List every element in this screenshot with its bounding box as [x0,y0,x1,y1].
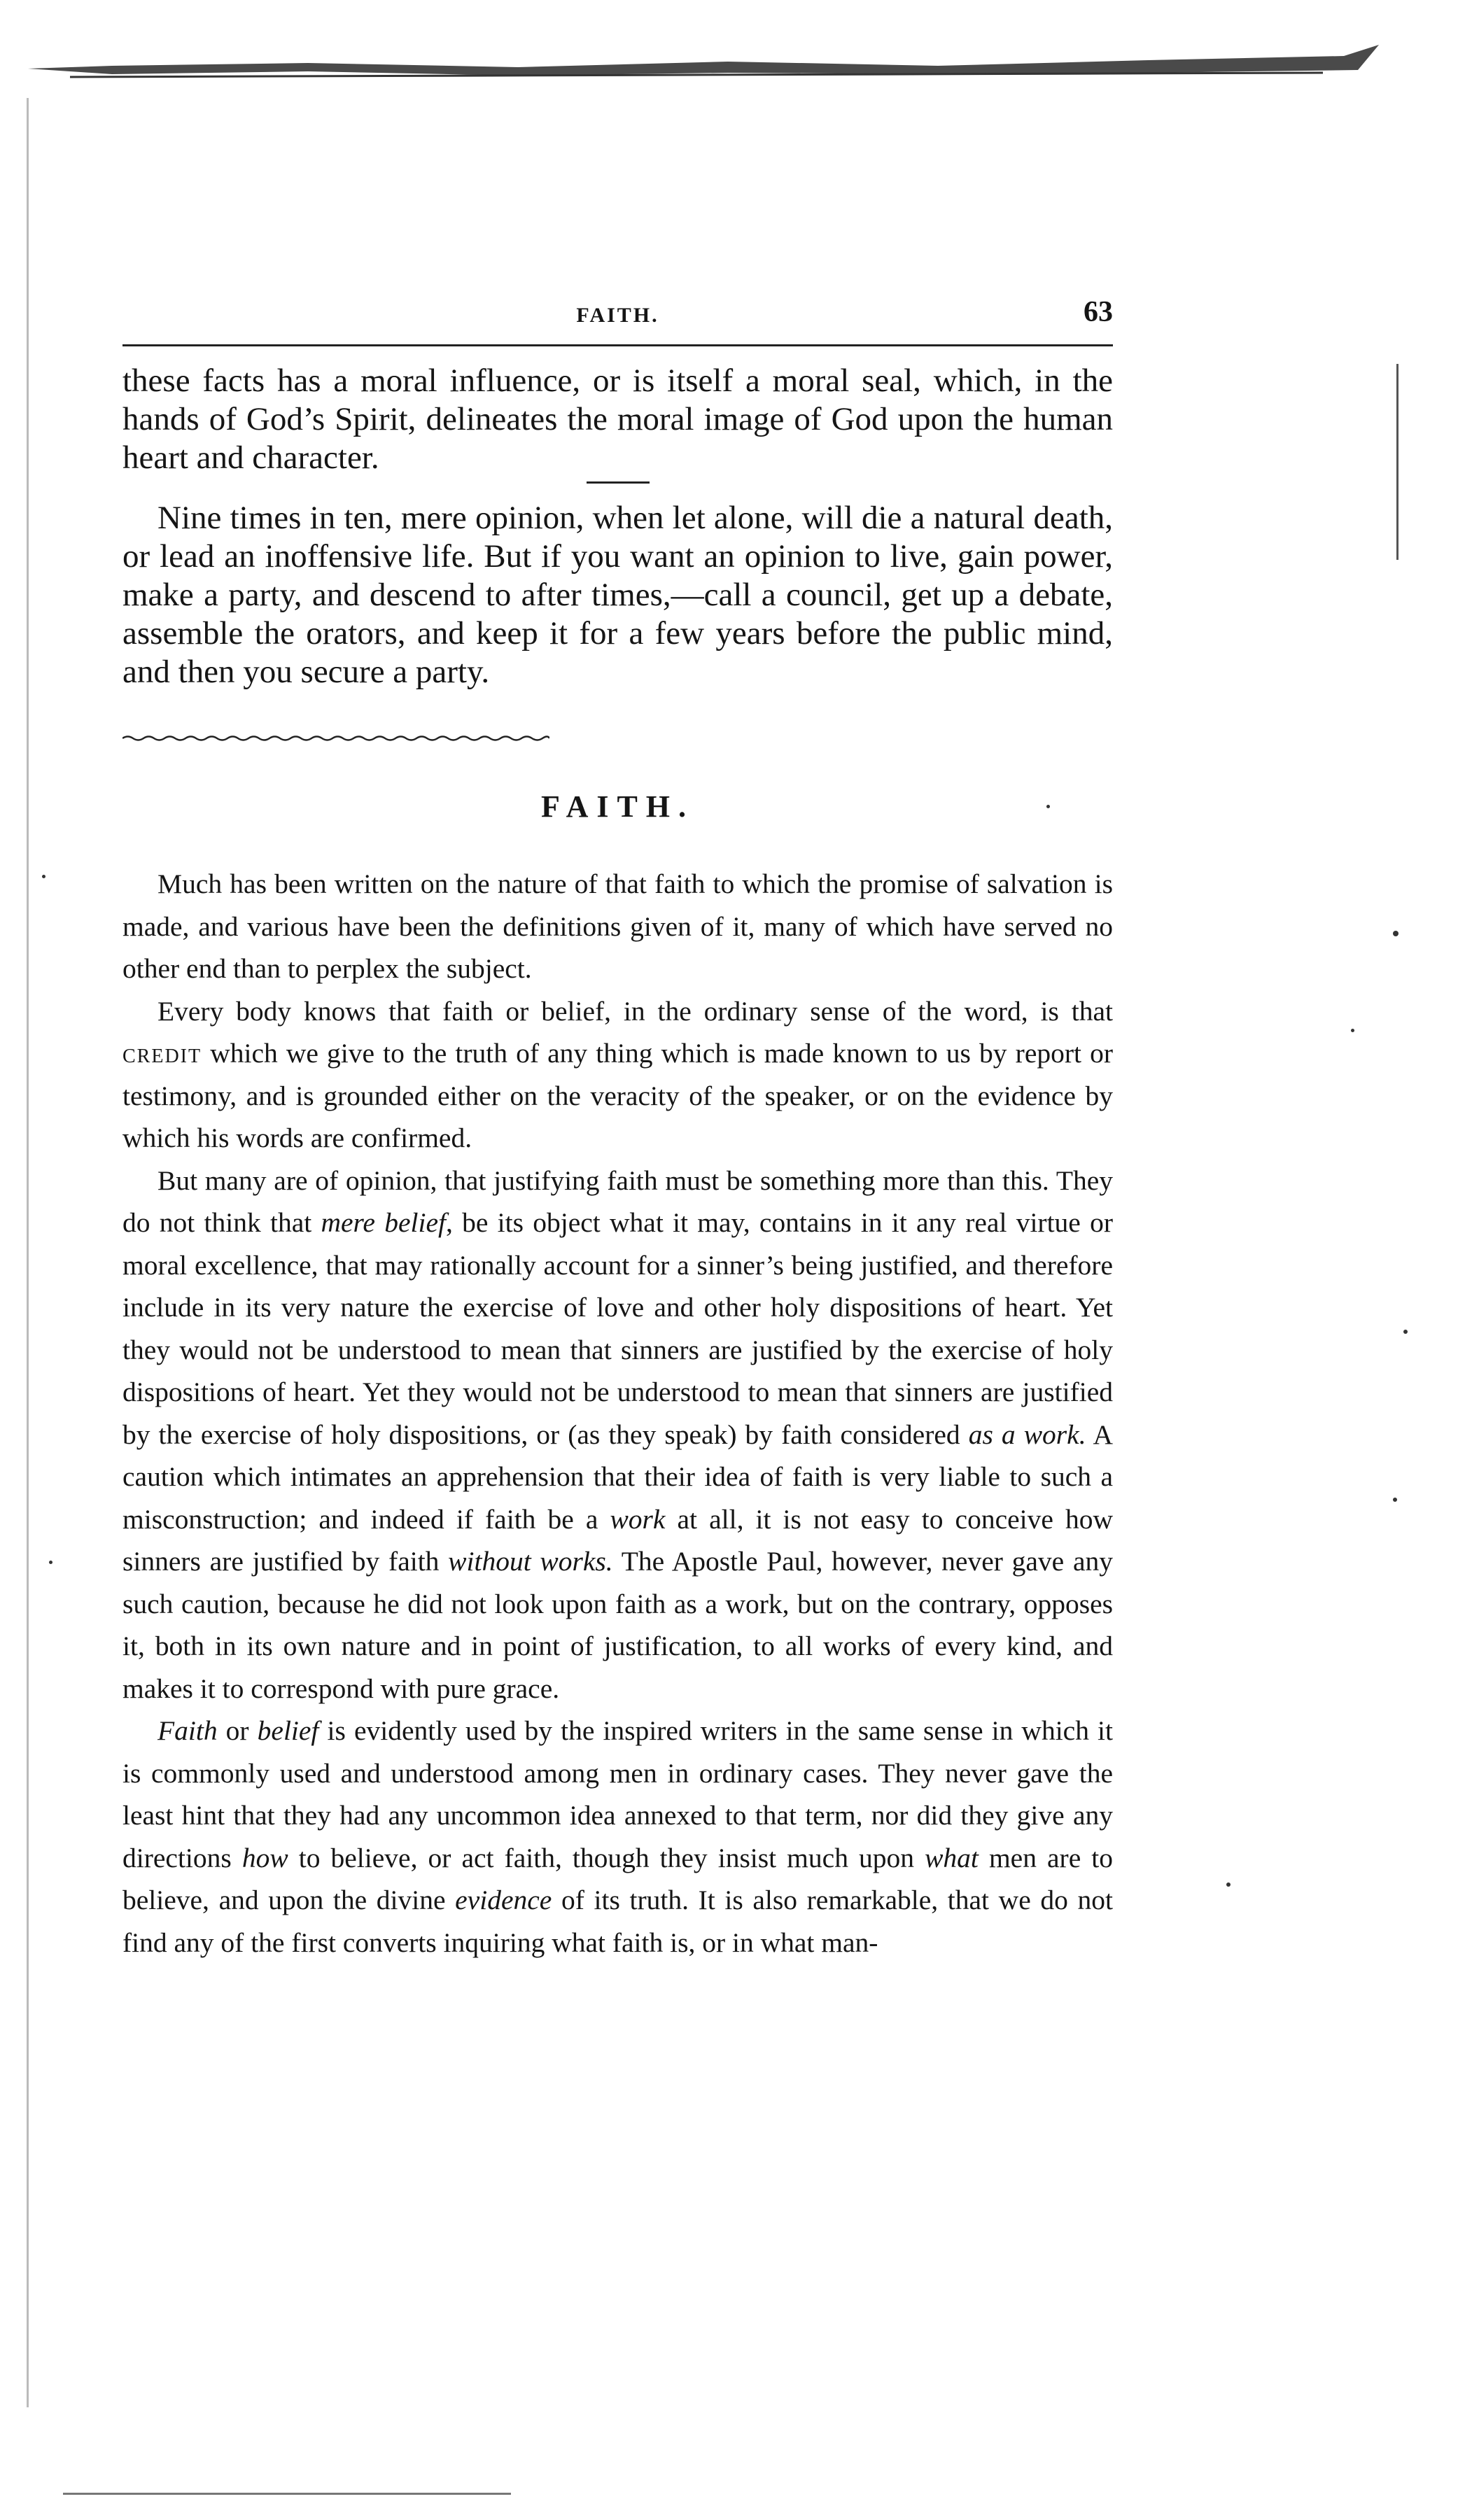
text-run: is evidently used by the inspired writers in the same sense in which it is commonly used and understood among men in ordinary cases. They never gave the least hint that they had any uncommon idea annexed to that term, nor did they give any directions [122,1715,1114,1873]
wavy-divider [122,733,549,743]
running-title: FAITH. [576,304,659,327]
italic-text-run: what [925,1842,979,1873]
body-paragraph [122,1710,1113,1964]
header-rule [122,344,1113,346]
scan-edge-artifact [28,42,1379,84]
italic-text-run: Faith [157,1715,218,1746]
text-run: at all, it is not easy to conceive how sinners are justified by faith [122,1503,1113,1577]
opinion-paragraph: Nine times in ten, mere opinion, when let alone, will die a natural death, or lead an inoffensive life. But if you want an opinion to live, gain power, make a party, and descend to after times,—call a council, get up a debate, assemble the orators, and keep it for a few years before the public mind, and then you secure a party. [122,500,1113,690]
right-edge-mark [1396,364,1399,560]
text-run: or [217,1715,258,1746]
short-divider [587,481,650,484]
text-run: which we give to the truth of any thing which is made known to us by report or testimony, and is grounded either on the veracity of the speaker, or on the evidence by which his words are confirmed. [122,1038,1113,1153]
bottom-edge-mark [63,2493,511,2495]
section-title: FAITH. [540,789,695,824]
italic-text-run: evidence [455,1885,552,1915]
body-paragraph [122,1160,1113,1710]
continued-paragraph: these facts has a moral influence, or is itself a moral seal, which, in the hands of God’s Spirit, delineates the moral image of God upon the human heart and character. [122,362,1113,476]
italic-text-run: how [241,1842,288,1873]
italic-text-run: belief [257,1715,319,1746]
page-header [122,294,1113,343]
text-run: to believe, or act faith, though they insist much upon [288,1842,925,1873]
section-body [122,863,1113,1964]
text-run: Much has been written on the nature of that faith to which the promise of salvation is made, and various have been the definitions given of it, many of which have served no other end than to perplex the subject. [122,868,1113,984]
smallcaps-text-run: credit [122,1038,202,1069]
page-number: 63 [1084,296,1113,328]
text-run: , be its object what it may, contains in it any real virtue or moral excellence, that may rationally account for a sinner’s being justified, and therefore include in its very nature the exercise of love and other holy dispositions of heart. Yet they would not be understood to mean that sinners are justified by the exercise of holy dispositions of heart. Yet they would not be understood to mean that sinners are justified by the exercise of holy dispositions, or (as they speak) by faith considered [122,1207,1114,1450]
text-run: But many are of opinion, that justifying faith must be something more than this. They do not think that [122,1164,1113,1238]
text-run: Every body knows that faith or belief, in the ordinary sense of the word, is that [157,995,1113,1027]
italic-text-run: work [610,1503,666,1535]
italic-text-run: without works. [448,1546,613,1577]
text-run: A caution which intimates an apprehension that their idea of faith is very liable to such a misconstruction; and indeed if faith be a [122,1419,1113,1535]
text-run: men are to believe, and upon the divine [122,1842,1114,1915]
italic-text-run: as a work. [968,1419,1086,1450]
body-paragraph [122,863,1113,990]
text-run: of its truth. It is also remarkable, that we do not find any of the first converts inquiring what faith is, or in what man- [122,1885,1113,1958]
italic-text-run: mere belief [321,1207,446,1238]
body-paragraph [122,990,1113,1160]
left-edge-mark [27,98,29,2407]
book-page [122,294,1113,1964]
text-run: The Apostle Paul, however, never gave any such caution, because he did not look upon faith as a work, but on the contrary, opposes it, both in its own nature and in point of justification, to all works of every kind, and makes it to correspond with pure grace. [122,1546,1113,1704]
